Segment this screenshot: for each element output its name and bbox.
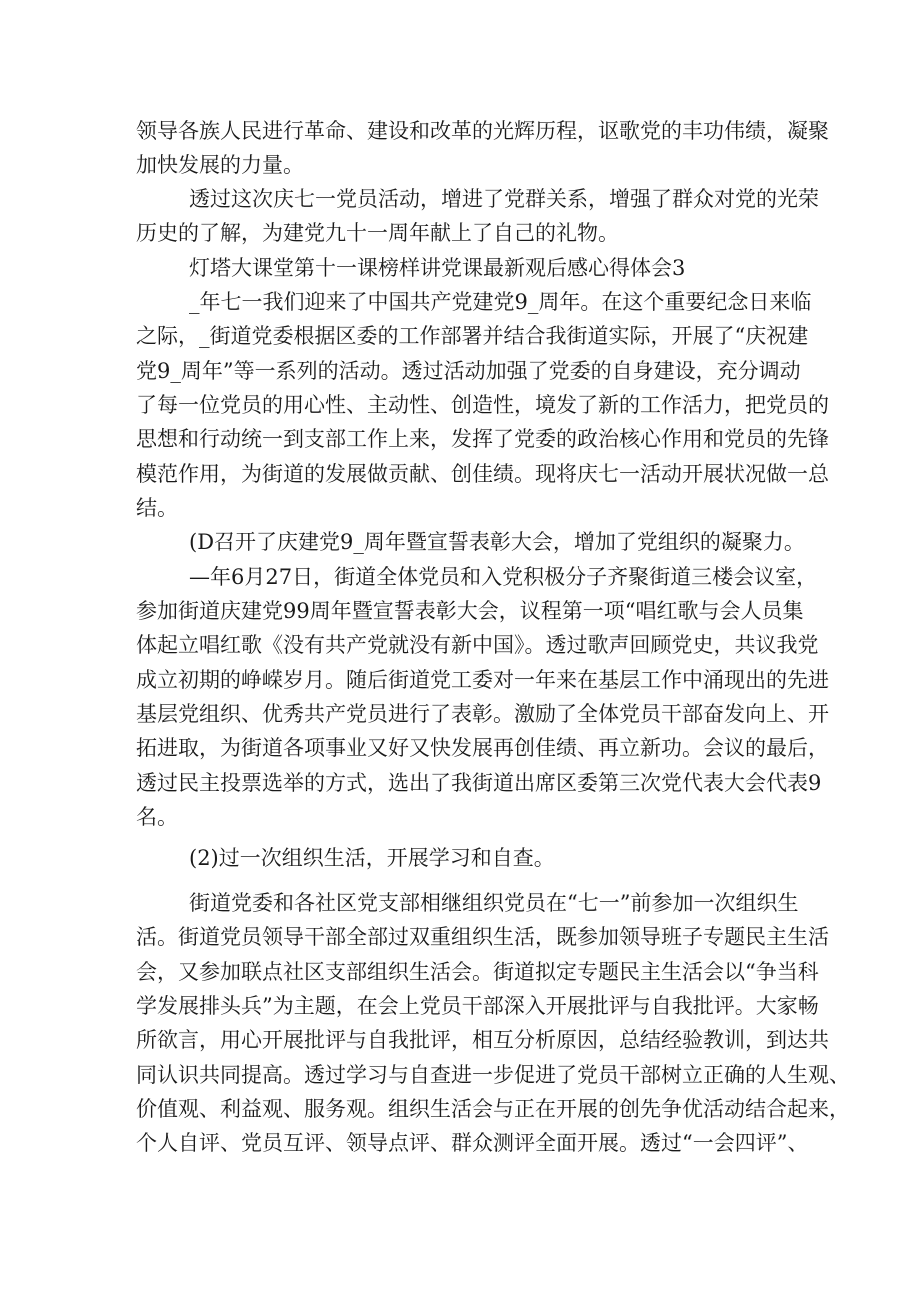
paragraph-line: 所欲言，用心开展批评与自我批评，相互分析原因，总结经验教训，到达共 <box>136 1028 829 1052</box>
paragraph-line: 活。街道党员领导干部全部过双重组织生活，既参加领导班子专题民主生活 <box>136 925 829 949</box>
paragraph-line: 历史的了解，为建党九十一周年献上了自己的礼物。 <box>136 221 619 245</box>
paragraph-line: 模范作用，为街道的发展做贡献、创佳绩。现将庆七一活动开展状况做一总 <box>136 462 829 486</box>
paragraph-line: 基层党组织、优秀共产党员进行了表彰。激励了全体党员干部奋发向上、开 <box>136 702 829 726</box>
paragraph-line: 了每一位党员的用心性、主动性、创造性，境发了新的工作活力，把党员的 <box>136 393 829 417</box>
paragraph-line: 党9_周年”等一系列的活动。透过活动加强了党委的自身建设，充分调动 <box>136 359 801 383</box>
paragraph-line: 透过民主投票选举的方式，选出了我街道出席区委第三次党代表大会代表9 <box>136 771 822 795</box>
paragraph-line: 个人自评、党员互评、领导点评、群众测评全面开展。透过“一会四评”、 <box>136 1131 809 1155</box>
paragraph-line: (D召开了庆建党9_周年暨宣誓表彰大会，增加了党组织的凝聚力。 <box>189 530 805 554</box>
paragraph-line: 参加街道庆建党99周年暨宣誓表彰大会，议程第一项“唱红歌与会人员集 <box>136 599 804 623</box>
paragraph-line: 体起立唱红歌《没有共产党就没有新中国》。透过歌声回顾党史，共议我党 <box>136 633 819 657</box>
paragraph-line: 思想和行动统一到支部工作上来，发挥了党委的政治核心作用和党员的先锋 <box>136 427 829 451</box>
paragraph-line: 领导各族人民进行革命、建设和改革的光辉历程，讴歌党的丰功伟绩，凝聚 <box>136 119 829 143</box>
paragraph-line: 同认识共同提高。透过学习与自查进一步促进了党员干部树立正确的人生观、 <box>136 1063 850 1087</box>
section-heading: 灯塔大课堂第十一课榜样讲党课最新观后感心得体会3 <box>189 256 686 280</box>
paragraph-line: 成立初期的峥嵘岁月。随后街道党工委对一年来在基层工作中涌现出的先进 <box>136 668 829 692</box>
paragraph-line: 会，又参加联点社区支部组织生活会。街道拟定专题民主生活会以“争当科 <box>136 960 819 984</box>
paragraph-line: 学发展排头兵”为主题，在会上党员干部深入开展批评与自我批评。大家畅 <box>136 994 819 1018</box>
paragraph-line: (2)过一次组织生活，开展学习和自查。 <box>189 846 555 870</box>
paragraph-line: 价值观、利益观、服务观。组织生活会与正在开展的创先争优活动结合起来， <box>136 1097 850 1121</box>
paragraph-line: 结。 <box>136 496 178 520</box>
paragraph-line: 拓进取，为街道各项事业又好又快发展再创佳绩、再立新功。会议的最后， <box>136 736 829 760</box>
paragraph-line: 街道党委和各社区党支部相继组织党员在“七一”前参加一次组织生 <box>189 891 799 915</box>
paragraph-line: _年七一我们迎来了中国共产党建党9_周年。在这个重要纪念日来临 <box>189 290 812 314</box>
paragraph-line: 名。 <box>136 805 178 829</box>
paragraph-line: 加快发展的力量。 <box>136 153 304 177</box>
paragraph-line: —年6月27日，街道全体党员和入党积极分子齐聚街道三楼会议室， <box>189 565 818 589</box>
paragraph-line: 透过这次庆七一党员活动，增进了党群关系，增强了群众对党的光荣 <box>189 187 819 211</box>
paragraph-line: 之际，_街道党委根据区委的工作部署并结合我街道实际，开展了“庆祝建 <box>136 324 809 348</box>
